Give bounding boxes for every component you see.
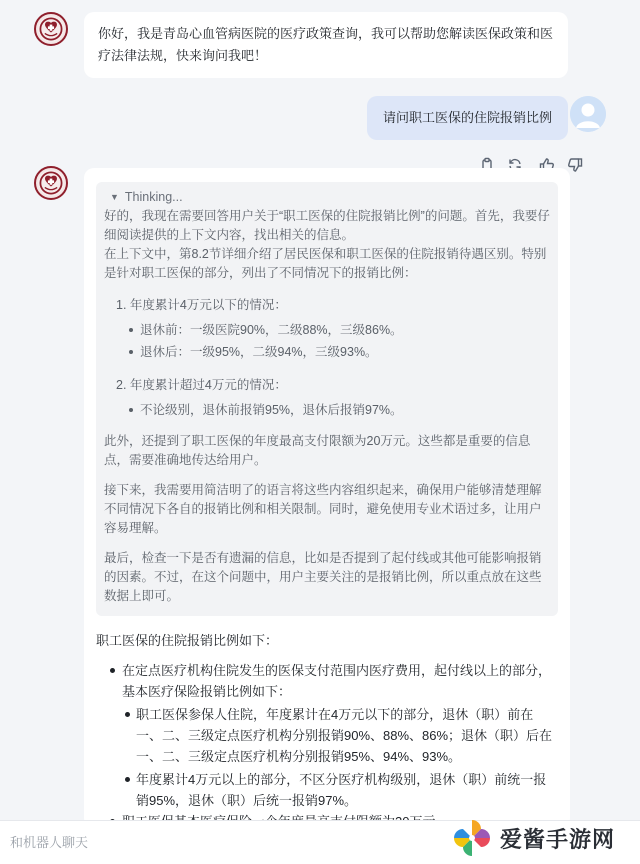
thinking-paragraph: 接下来，我需要用简洁明了的语言将这些内容组织起来，确保用户能够清楚理解不同情况下各自的报销比例和相关限制。同时，避免使用专业术语过多，让用户容易理解。 <box>104 483 542 535</box>
thinking-sublist <box>104 399 550 421</box>
thinking-list-item: 1. 年度累计4万元以下的情况： <box>116 298 287 312</box>
answer-title: 职工医保的住院报销比例如下： <box>96 633 279 648</box>
thinking-paragraph: 最后，检查一下是否有遗漏的信息，比如是否提到了起付线或其他可能影响报销的因素。不过，在这个问题中，用户主要关注的是报销比例，所以重点放在这些数据上即可。 <box>104 551 542 603</box>
thinking-panel <box>96 182 558 616</box>
answer-sublist <box>122 704 558 811</box>
answer-sub-bullet: 年度累计4万元以上的部分，不区分医疗机构级别，退休（职）前统一报销95%，退休（职）后统一报销97%。 <box>136 769 558 811</box>
bot-answer <box>84 168 570 828</box>
thinking-bullet: 退休后：一级95%，二级94%，三级93%。 <box>140 341 550 363</box>
user-message: 请问职工医保的住院报销比例 <box>367 96 568 140</box>
thinking-bullet: 退休前：一级医院90%，二级88%，三级86%。 <box>140 319 550 341</box>
greeting-message: 你好，我是青岛心血管病医院的医疗政策查询，我可以帮助您解读医保政策和医疗法律法规，快来询问我吧！ <box>84 12 568 78</box>
thinking-bullet: 不论级别，退休前报销95%，退休后报销97%。 <box>140 399 550 421</box>
bot-avatar <box>34 166 68 200</box>
thinking-paragraph: 此外，还提到了职工医保的年度最高支付限额为20万元。这些都是重要的信息点，需要准确地传达给用户。 <box>104 434 531 467</box>
answer-content <box>96 630 558 828</box>
thumbs-down-icon <box>567 157 583 173</box>
chat-input[interactable] <box>10 827 430 857</box>
user-avatar-icon <box>570 96 606 132</box>
site-watermark <box>450 816 636 860</box>
pinwheel-logo-icon <box>450 816 494 860</box>
answer-list <box>96 660 558 828</box>
watermark-text: 爱酱手游网 <box>500 826 616 852</box>
thinking-sublist <box>104 319 550 363</box>
thinking-list-item: 2. 年度累计超过4万元的情况： <box>116 378 287 392</box>
thinking-toggle[interactable] <box>110 188 550 207</box>
bot-avatar <box>34 12 68 46</box>
answer-bullet <box>122 660 558 811</box>
collapse-triangle-icon: ▼ <box>110 192 119 202</box>
thinking-paragraph: 在上下文中，第8.2节详细介绍了居民医保和职工医保的住院报销待遇区别。特别是针对职工医保的部分，列出了不同情况下的报销比例： <box>104 247 547 280</box>
hospital-logo-icon <box>36 168 66 198</box>
thinking-label: Thinking... <box>124 190 183 204</box>
answer-sub-bullet: 职工医保参保人住院，年度累计在4万元以下的部分，退休（职）前在一、二、三级定点医疗机构分别报销90%、88%、86%；退休（职）后在一、二、三级定点医疗机构分别报销95%、94%、93%。 <box>136 704 558 767</box>
user-avatar <box>570 96 606 132</box>
answer-bullet-text: 在定点医疗机构住院发生的医保支付范围内医疗费用，起付线以上的部分，基本医疗保险报销比例如下： <box>122 663 552 699</box>
hospital-logo-icon <box>36 14 66 44</box>
thinking-paragraph: 好的，我现在需要回答用户关于“职工医保的住院报销比例”的问题。首先，我要仔细阅读提供的上下文内容，找出相关的信息。 <box>104 209 550 242</box>
